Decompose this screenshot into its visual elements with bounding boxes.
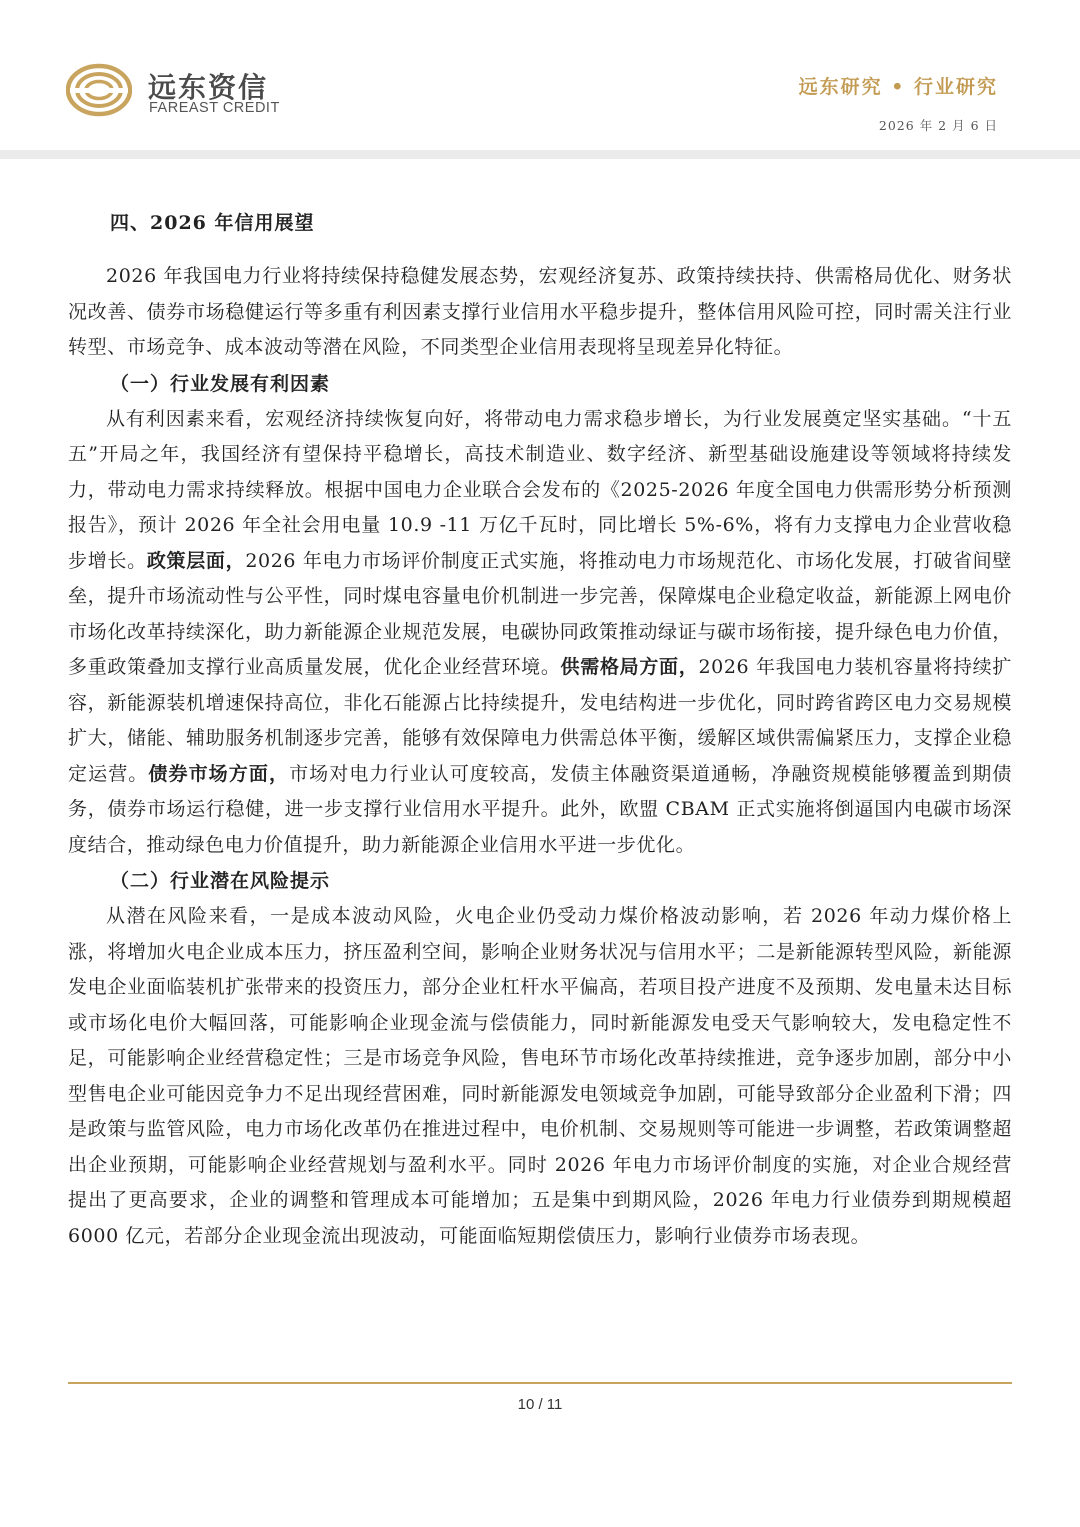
document-body <box>68 205 1012 1254</box>
paragraph-text: 2026 年电力市场评价制度正式实施，将推动电力市场规范化、市场化发展，打破省间壁垒，提升市场流动性与公平性，同时煤电容量电价机制进一步完善，保障煤电企业稳定收益，新能源上网电价市场化改革持续深化，助力新能源企业规范发展，电碳协同政策推动绿证与碳市场衔接，提升绿色电力价值，多重政策叠加支撑行业高质量发展，优化企业经营环境。 <box>68 549 1012 678</box>
bold-label-bond-market: 债券市场方面， <box>148 762 290 785</box>
page-header <box>0 0 1080 150</box>
subsection-title-risks: （二）行业潜在风险提示 <box>110 870 331 892</box>
fareast-logo-icon <box>66 63 132 117</box>
subsection-title-favorable: （一）行业发展有利因素 <box>110 372 331 395</box>
header-divider-band <box>0 150 1080 159</box>
paragraph-text: 2026 年我国电力装机容量将持续扩容，新能源装机增速保持高位，非化石能源占比持续提升，发电结构进一步优化，同时跨省跨区电力交易规模扩大，储能、辅助服务机制逐步完善，能够有效保障电力供需总体平衡，缓解区域供需偏紧压力，支撑企业稳定运营。 <box>68 656 1012 785</box>
risk-paragraph: 从潜在风险来看，一是成本波动风险，火电企业仍受动力煤价格波动影响，若 2026 年动力煤价格上涨，将增加火电企业成本压力，挤压盈利空间，影响企业财务状况与信用水平；二是新能源转型风险，新能源发电企业面临装机扩张带来的投资压力，部分企业杠杆水平偏高，若项目投产进度不及预期、发电量未达目标或市场化电价大幅回落，可能影响企业现金流与偿债能力，同时新能源发电受天气影响较大，发电稳定性不足，可能影响企业经营稳定性；三是市场竞争风险，售电环节市场化改革持续推进，竞争逐步加剧，部分中小型售电企业可能因竞争力不足出现经营困难，同时新能源发电领域竞争加剧，可能导致部分企业盈利下滑；四是政策与监管风险，电力市场化改革仍在推进过程中，电价机制、交易规则等可能进一步调整，若政策调整超出企业预期，可能影响企业经营规划与盈利水平。同时 2026 年电力市场评价制度的实施，对企业合规经营提出了更高要求，企业的调整和管理成本可能增加；五是集中到期风险，2026 年电力行业债券到期规模超 6000 亿元，若部分企业现金流出现波动，可能面临短期偿债压力，影响行业债券市场表现。 <box>68 905 1012 1247</box>
paragraph-text: 市场对电力行业认可度较高，发债主体融资渠道通畅，净融资规模能够覆盖到期债务，债券市场运行稳健，进一步支撑行业信用水平提升。此外，欧盟 CBAM 正式实施将倒逼国内电碳市场深度结合，推动绿色电力价值提升，助力新能源企业信用水平进一步优化。 <box>68 762 1012 856</box>
page-number: 10 / 11 <box>517 1396 563 1413</box>
section-title: 四、2026 年信用展望 <box>110 212 315 234</box>
footer-divider <box>68 1382 1012 1384</box>
report-date: 2026 年 2 月 6 日 <box>878 118 998 133</box>
bold-label-policy: 政策层面， <box>146 549 246 572</box>
bold-label-supply-demand: 供需格局方面， <box>560 656 699 678</box>
logo-english-name: FAREAST CREDIT <box>149 100 280 116</box>
logo-chinese-name: 远东资信 <box>148 71 269 104</box>
paragraph-text: 从有利因素来看，宏观经济持续恢复向好，将带动电力需求稳步增长，为行业发展奠定坚实基础。“十五五”开局之年，我国经济有望保持平稳增长，高技术制造业、数字经济、新型基础设施建设等领域将持续发力，带动电力需求持续释放。根据中国电力企业联合会发布的《2025-2026 年度全国电力供需形势分析预测报告》，预计 2026 年全社会用电量 10.9 -11 万亿千瓦时，同比增长 5%-6%，将有力支撑电力企业营收稳步增长。 <box>68 407 1012 572</box>
favorable-factors-paragraph <box>68 402 1012 864</box>
section-intro-paragraph: 2026 年我国电力行业将持续保持稳健发展态势，宏观经济复苏、政策持续扶持、供需格局优化、财务状况改善、债券市场稳健运行等多重有利因素支撑行业信用水平稳步提升，整体信用风险可控，同时需关注行业转型、市场竞争、成本波动等潜在风险，不同类型企业信用表现将呈现差异化特征。 <box>68 265 1012 358</box>
report-series: 远东研究 • 行业研究 <box>798 76 998 98</box>
